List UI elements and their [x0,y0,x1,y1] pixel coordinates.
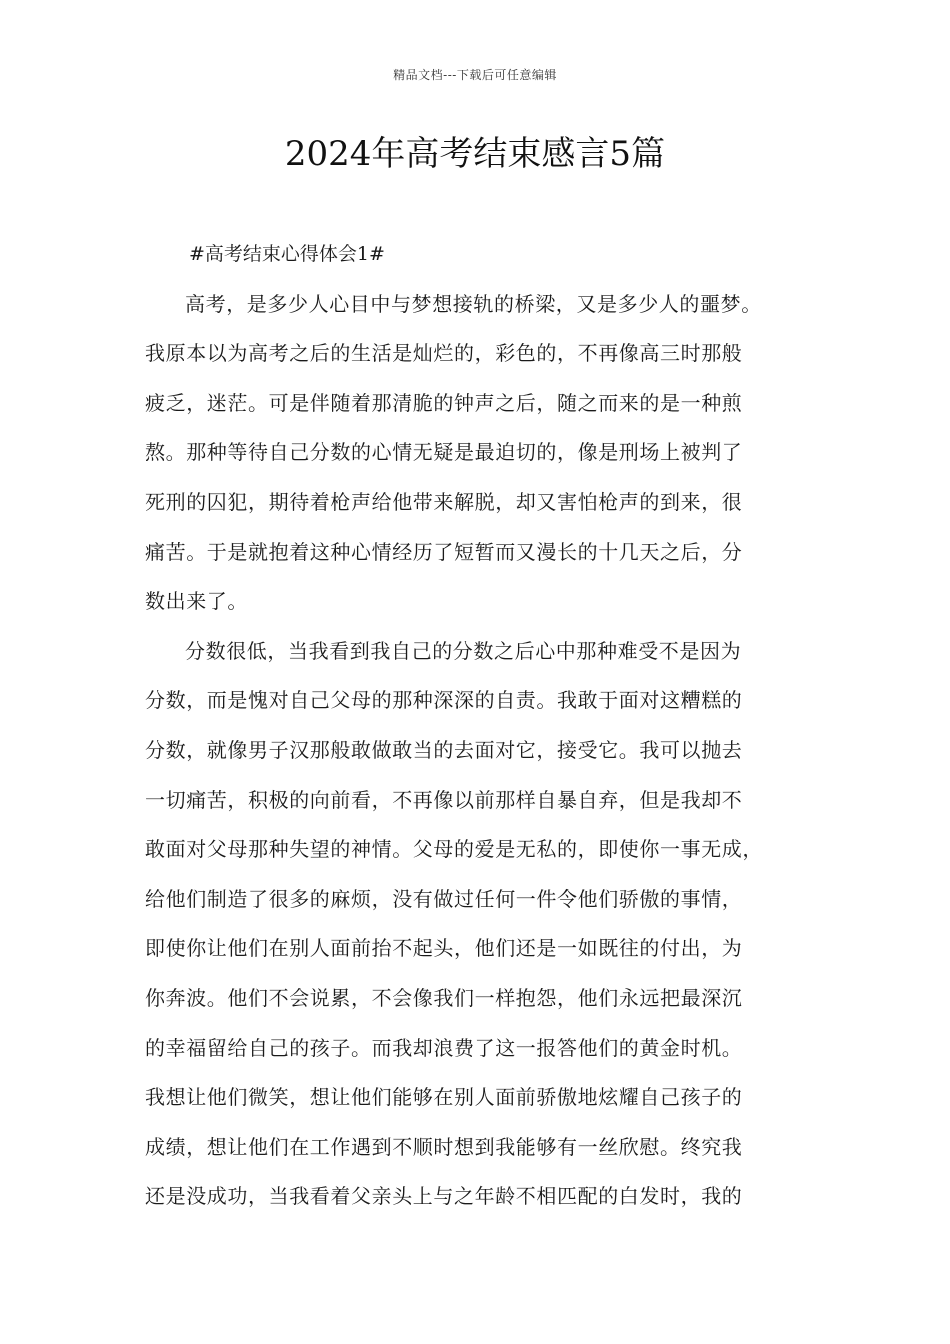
paragraph-line: 我原本以为高考之后的生活是灿烂的，彩色的，不再像高三时那般 [145,341,743,366]
document-body [145,230,821,1222]
paragraph-line: 分数很低，当我看到我自己的分数之后心中那种难受不是因为 [185,638,742,663]
paragraph-line: 成绩，想让他们在工作遇到不顺时想到我能够有一丝欣慰。终究我 [145,1134,743,1159]
paragraph-line: 即使你让他们在别人面前抬不起头，他们还是一如既往的付出，为 [145,936,743,961]
paragraph-line: 高考，是多少人心目中与梦想接轨的桥梁，又是多少人的噩梦。 [185,291,762,316]
section-heading: #高考结束心得体会1# [189,243,385,265]
paragraph-line: 我想让他们微笑，想让他们能够在别人面前骄傲地炫耀自己孩子的 [145,1085,743,1110]
paragraph-line: 痛苦。于是就抱着这种心情经历了短暂而又漫长的十几天之后，分 [145,539,743,564]
paragraph-line: 给他们制造了很多的麻烦，没有做过任何一件令他们骄傲的事情， [145,886,743,911]
paragraph-line: 一切痛苦，积极的向前看，不再像以前那样自暴自弃，但是我却不 [145,787,743,812]
paragraph-line: 死刑的囚犯，期待着枪声给他带来解脱，却又害怕枪声的到来，很 [145,489,743,514]
document-title: 2024年高考结束感言5篇 [284,134,666,174]
paragraph-line: 敢面对父母那种失望的神情。父母的爱是无私的，即使你一事无成， [145,837,763,862]
paragraph-line: 你奔波。他们不会说累，不会像我们一样抱怨，他们永远把最深沉 [145,985,743,1010]
paragraph-line: 疲乏，迷茫。可是伴随着那清脆的钟声之后，随之而来的是一种煎 [145,390,743,415]
paragraph-2 [145,627,821,1222]
header-note: 精品文档---下载后可任意编辑 [393,68,557,82]
paragraph-line: 分数，就像男子汉那般敢做敢当的去面对它，接受它。我可以抛去 [145,737,743,762]
paragraph-line: 数出来了。 [145,589,248,614]
paragraph-line: 熬。那种等待自己分数的心情无疑是最迫切的，像是刑场上被判了 [145,440,743,465]
paragraph-line: 的幸福留给自己的孩子。而我却浪费了这一报答他们的黄金时机。 [145,1035,743,1060]
paragraph-line: 分数，而是愧对自己父母的那种深深的自责。我敢于面对这糟糕的 [145,688,743,713]
paragraph-line: 还是没成功，当我看着父亲头上与之年龄不相匹配的白发时，我的 [145,1184,743,1209]
paragraph-1 [145,280,821,627]
